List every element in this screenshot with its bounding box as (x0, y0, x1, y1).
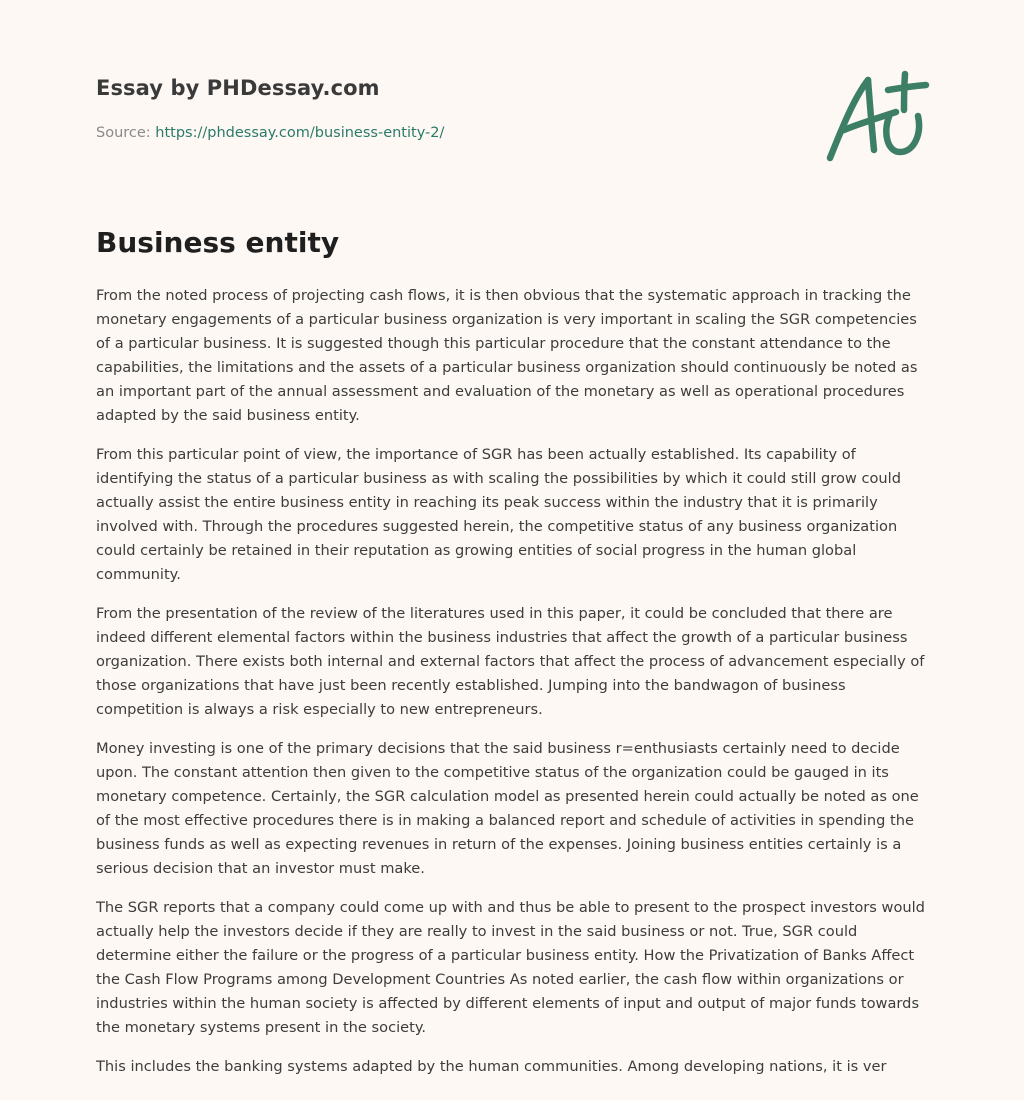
essay-paragraph: The SGR reports that a company could come up with and thus be able to present to the prospect investors would actually help the investors decide if they are really to invest in the said business or not. True, SGR could determine either the failure or the progress of a particular business entity. How the Privatization of Banks Affect the Cash Flow Programs among Development Countries As noted earlier, the cash flow within organizations or industries within the human society is affected by different elements of input and output of major funds towards the monetary systems present in the society. (96, 899, 925, 1036)
site-brand: Essay by PHDessay.com (96, 76, 380, 100)
essay-paragraph: From this particular point of view, the importance of SGR has been actually established. Its capability of identifying the status of a particular business as with scaling the possibilities by which it could still grow could actually assist the entire business entity in reaching its peak success within the industry that it is primarily involved with. Through the procedures suggested herein, the competitive status of any business organization could certainly be retained in their reputation as growing entities of social progress in the human global community. (96, 446, 901, 583)
essay-body (96, 284, 932, 1094)
a-plus-grade-icon (822, 68, 932, 168)
essay-paragraph: From the noted process of projecting cash flows, it is then obvious that the systematic approach in tracking the monetary engagements of a particular business organization is very important in scaling the SGR competencies of a particular business. It is suggested though this particular procedure that the constant attendance to the capabilities, the limitations and the assets of a particular business organization should continuously be noted as an important part of the annual assessment and evaluation of the monetary as well as operational procedures adapted by the said business entity. (96, 287, 918, 424)
essay-paragraph: This includes the banking systems adapted by the human communities. Among developing nations, it is ver (96, 1058, 887, 1075)
essay-title: Business entity (96, 226, 340, 259)
source-label: Source: (96, 125, 151, 141)
source-link[interactable]: https://phdessay.com/business-entity-2/ (155, 125, 445, 141)
essay-paragraph: From the presentation of the review of the literatures used in this paper, it could be concluded that there are indeed different elemental factors within the business industries that affect the growth of a particular business organization. There exists both internal and external factors that affect the process of advancement especially of those organizations that have just been recently established. Jumping into the bandwagon of business competition is always a risk especially to new entrepreneurs. (96, 605, 925, 718)
source-line (96, 125, 444, 141)
essay-paragraph: Money investing is one of the primary decisions that the said business r=enthusiasts certainly need to decide upon. The constant attention then given to the competitive status of the organization could be gauged in its monetary competence. Certainly, the SGR calculation model as presented herein could actually be noted as one of the most effective procedures there is in making a balanced report and schedule of activities in spending the business funds as well as expecting revenues in return of the expenses. Joining business entities certainly is a serious decision that an investor must make. (96, 740, 919, 877)
